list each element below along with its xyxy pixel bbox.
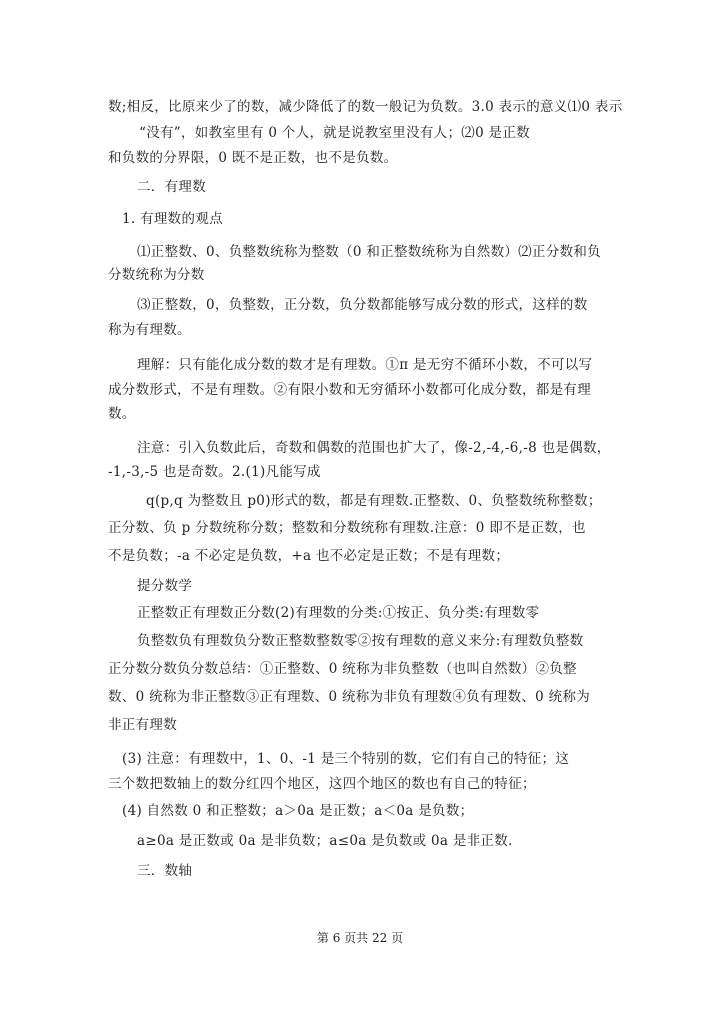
text-line: 正分数分数负分数总结：①正整数、0 统称为非负整数（也叫自然数）②负整	[108, 661, 577, 677]
text-line: 称为有理数。	[108, 322, 191, 338]
text-line: 负整数负有理数负分数正整数整数零②按有理数的意义来分:有理数负整数	[137, 633, 584, 649]
text-line: ⑴正整数、0、负整数统称为整数（0 和正整数统称为自然数）⑵正分数和负	[137, 244, 601, 260]
text-line: “没有”，如教室里有 0 个人，就是说教室里没有人；⑵0 是正数	[139, 125, 530, 141]
text-line: 成分数形式，不是有理数。②有限小数和无穷循环小数都可化成分数，都是有理	[108, 382, 591, 398]
text-line: 注意：引入负数此后，奇数和偶数的范围也扩大了，像-2,-4,-6,-8 也是偶数，	[137, 440, 611, 456]
text-line: 正分数、负 p 分数统称分数；整数和分数统称有理数.注意：0 即不是正数，也	[108, 520, 586, 536]
page-number-footer: 第 6 页共 22 页	[316, 931, 404, 945]
text-line: 数;相反，比原来少了的数，减少降低了的数一般记为负数。3.0 表示的意义⑴0 表示	[108, 99, 623, 115]
text-line: 理解：只有能化成分数的数才是有理数。①π 是无穷不循环小数，不可以写	[137, 357, 593, 373]
text-line: a≥0a 是正数或 0a 是非负数；a≤0a 是负数或 0a 是非正数.	[137, 833, 513, 849]
section-heading: 三．数轴	[137, 863, 193, 879]
text-line: 提分数学	[137, 578, 193, 594]
subsection-heading: 1. 有理数的观点	[122, 211, 223, 227]
text-line: 分数统称为分数	[108, 267, 205, 283]
text-line: -1,-3,-5 也是奇数。2.(1)凡能写成	[108, 464, 321, 480]
text-line: 正整数正有理数正分数(2)有理数的分类:①按正、负分类:有理数零	[137, 605, 540, 621]
text-line: 数、0 统称为非正整数③正有理数、0 统称为非负有理数④负有理数、0 统称为	[108, 689, 591, 705]
text-line: 非正有理数	[108, 717, 177, 733]
text-line: 数。	[108, 406, 136, 422]
text-line: ⑶正整数，0，负整数，正分数，负分数都能够写成分数的形式，这样的数	[137, 297, 588, 313]
text-line: (3) 注意：有理数中，1、0、-1 是三个特别的数，它们有自己的特征；这	[122, 751, 570, 767]
text-line: (4) 自然数 0 和正整数；a＞0a 是正数；a＜0a 是负数；	[122, 803, 474, 819]
section-heading: 二．有理数	[137, 179, 206, 195]
text-line: 和负数的分界限，0 既不是正数，也不是负数。	[108, 150, 398, 166]
text-line: 不是负数；-a 不必定是负数，+a 也不必定是正数；不是有理数；	[108, 548, 510, 564]
text-line: q(p,q 为整数且 p0)形式的数，都是有理数.正整数、0、负整数统称整数；	[146, 493, 602, 509]
text-line: 三个数把数轴上的数分红四个地区，这四个地区的数也有自己的特征；	[108, 776, 536, 792]
